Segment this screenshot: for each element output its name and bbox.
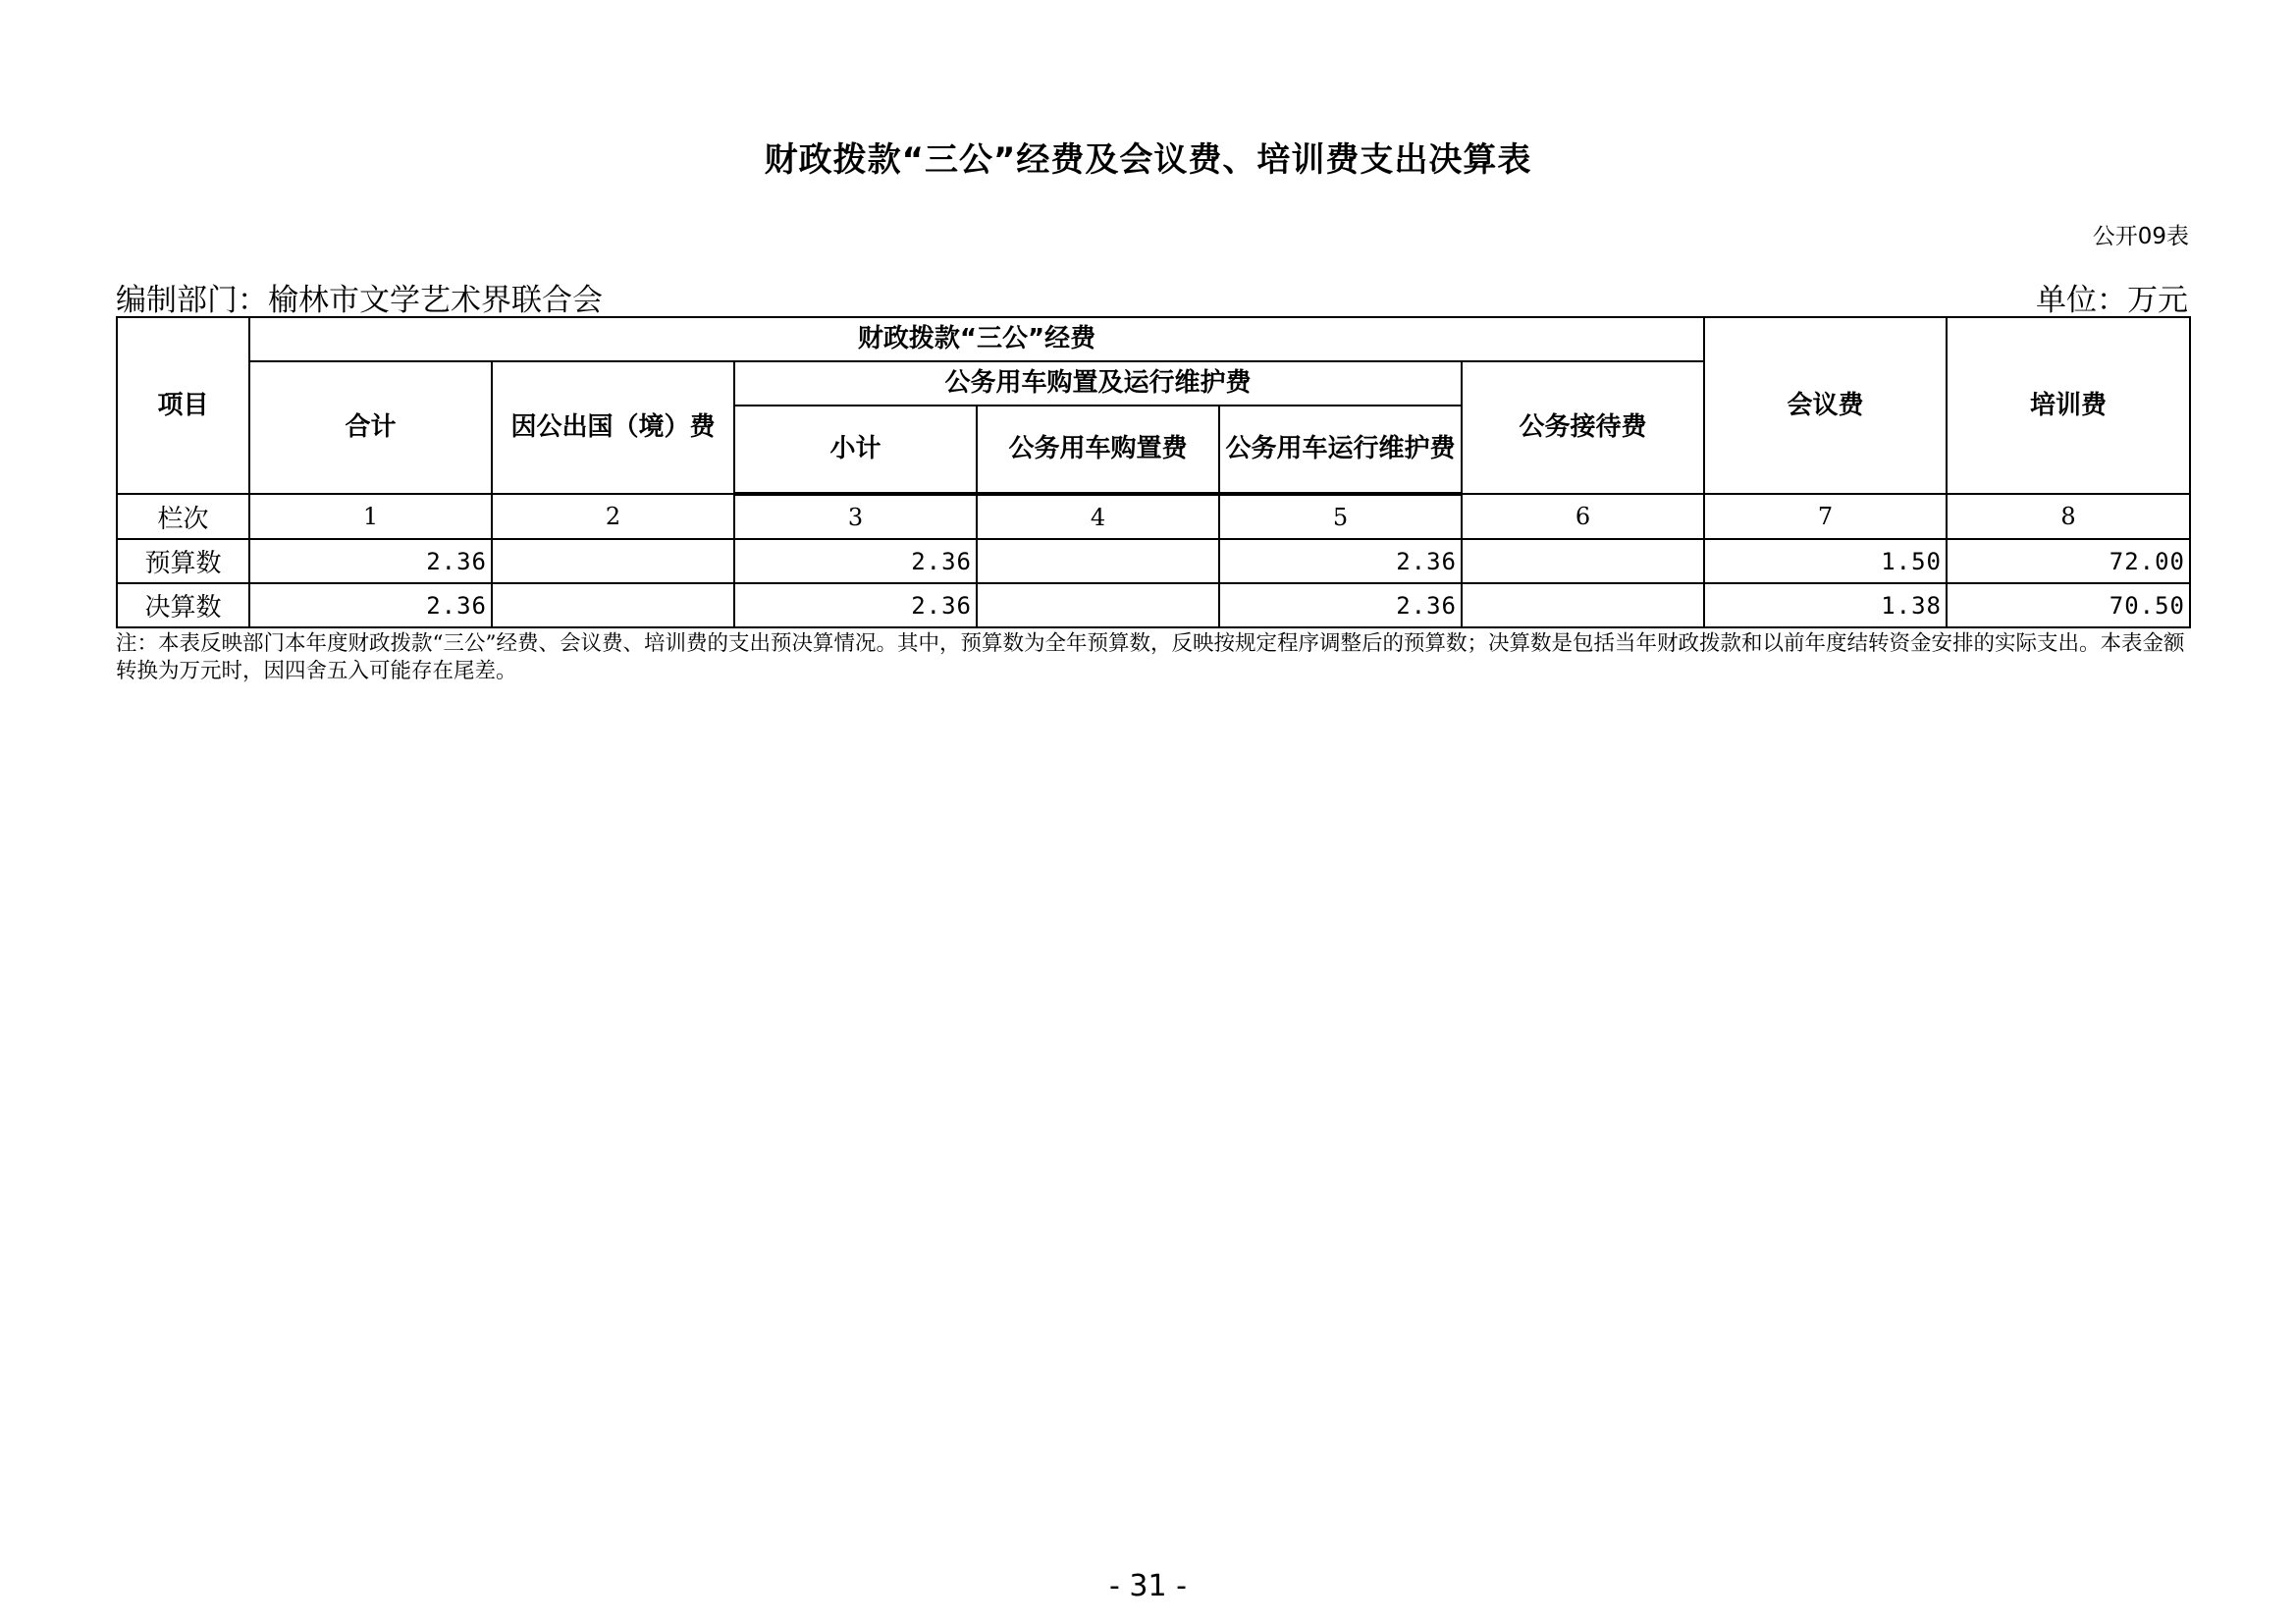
cell-value xyxy=(1462,583,1704,627)
column-index: 4 xyxy=(977,494,1219,539)
header-three-public: 财政拨款“三公”经费 xyxy=(249,317,1704,361)
header-total: 合计 xyxy=(249,361,492,494)
column-index: 6 xyxy=(1462,494,1704,539)
department-label: 编制部门：榆林市文学艺术界联合会 xyxy=(116,283,603,318)
column-index: 8 xyxy=(1947,494,2190,539)
table-note: 注：本表反映部门本年度财政拨款“三公”经费、会议费、培训费的支出预决算情况。其中，预算数为全年预算数，反映按规定程序调整后的预算数；决算数是包括当年财政拨款和以前年度结转资金安排的实际支出。本表金额转换为万元时，因四舍五入可能存在尾差。 xyxy=(116,631,2185,683)
header-vehicle-operation: 公务用车运行维护费 xyxy=(1219,406,1462,494)
cell-value: 1.38 xyxy=(1704,583,1947,627)
cell-value: 2.36 xyxy=(734,583,977,627)
cell-value: 70.50 xyxy=(1947,583,2190,627)
unit-label: 单位：万元 xyxy=(2036,283,2188,318)
cell-value xyxy=(977,583,1219,627)
header-training: 培训费 xyxy=(1947,317,2190,494)
column-index: 3 xyxy=(734,494,977,539)
row-label-final: 决算数 xyxy=(117,583,249,627)
cell-value xyxy=(492,583,734,627)
header-reception: 公务接待费 xyxy=(1462,361,1704,494)
header-subtotal: 小计 xyxy=(734,406,977,494)
cell-value: 2.36 xyxy=(1219,583,1462,627)
header-vehicle-purchase: 公务用车购置费 xyxy=(977,406,1219,494)
column-index: 5 xyxy=(1219,494,1462,539)
page-title: 财政拨款“三公”经费及会议费、培训费支出决算表 xyxy=(764,140,1532,180)
row-label-budget: 预算数 xyxy=(117,539,249,583)
cell-value: 2.36 xyxy=(249,539,492,583)
cell-value: 72.00 xyxy=(1947,539,2190,583)
cell-value: 2.36 xyxy=(249,583,492,627)
header-item: 项目 xyxy=(117,317,249,494)
cell-value: 1.50 xyxy=(1704,539,1947,583)
page-number: - 31 - xyxy=(1109,1569,1187,1603)
table-code: 公开09表 xyxy=(2092,224,2189,249)
cell-value: 2.36 xyxy=(734,539,977,583)
cell-value xyxy=(1462,539,1704,583)
column-index: 2 xyxy=(492,494,734,539)
column-index: 1 xyxy=(249,494,492,539)
header-vehicle-group: 公务用车购置及运行维护费 xyxy=(734,361,1462,406)
table-row xyxy=(117,583,2190,627)
cell-value xyxy=(492,539,734,583)
cell-value: 2.36 xyxy=(1219,539,1462,583)
column-index: 7 xyxy=(1704,494,1947,539)
header-meeting: 会议费 xyxy=(1704,317,1947,494)
cell-value xyxy=(977,539,1219,583)
expenditure-table xyxy=(116,316,2191,628)
header-abroad: 因公出国（境）费 xyxy=(492,361,734,494)
table-row xyxy=(117,539,2190,583)
row-label-index: 栏次 xyxy=(117,494,249,539)
